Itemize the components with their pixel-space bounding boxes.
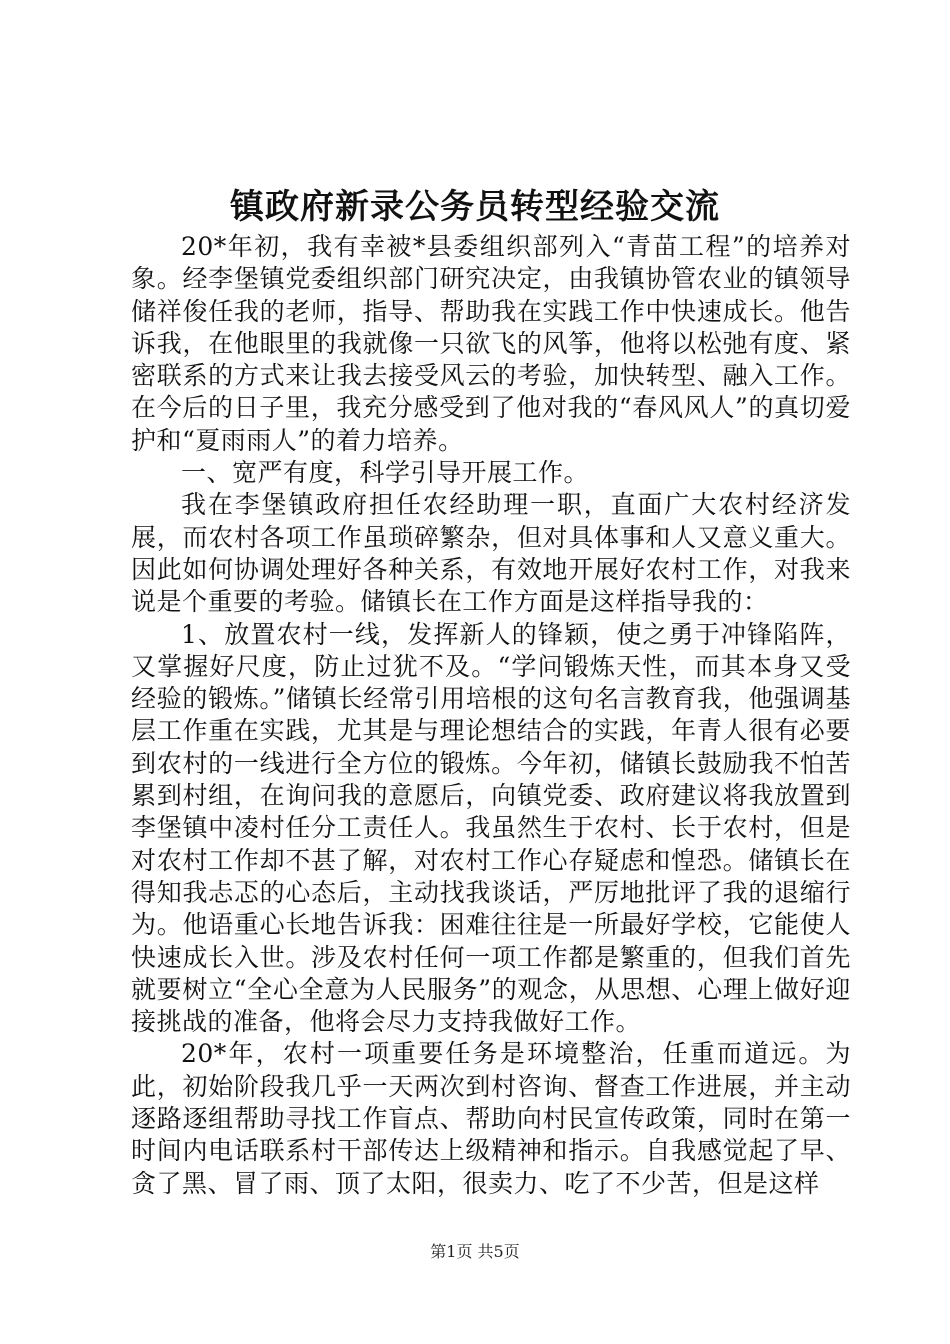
section-heading-1: 一、宽严有度，科学引导开展工作。 (181, 458, 590, 488)
page-footer: 第1页 共5页 (430, 1242, 520, 1261)
document-title: 镇政府新录公务员转型经验交流 (230, 187, 720, 227)
paragraph-point-1: 1、放置农村一线，发挥新人的锋颖，使之勇于冲锋陷阵，又掌握好尺度，防止过犹不及。“学问锻炼天性，而其本身又受经验的锻炼。”储镇长经常引用培根的这句名言教育我，他强调基层工作重在实践，尤其是与理论想结合的实践，年青人很有必要到农村的一线进行全方位的锻炼。今年初，储镇长鼓励我不怕苦累到村组，在询问我的意愿后，向镇党委、政府建议将我放置到李堡镇中凌村任分工责任人。我虽然生于农村、长于农村，但是对农村工作却不甚了解，对农村工作心存疑虑和惶恐。储镇长在得知我忐忑的心态后，主动找我谈话，严厉地批评了我的退缩行为。他语重心长地告诉我：困难往往是一所最好学校，它能使人快速成长入世。涉及农村任何一项工作都是繁重的，但我们首先就要树立“全心全意为人民服务”的观念，从思想、心理上做好迎接挑战的准备，他将会尽力支持我做好工作。 (131, 619, 851, 1037)
document-body (131, 231, 851, 1200)
paragraph-environment: 20*年，农村一项重要任务是环境整治，任重而道远。为此，初始阶段我几乎一天两次到村咨询、督查工作进展，并主动逐路逐组帮助寻找工作盲点、帮助向村民宣传政策，同时在第一时间内电话联系村干部传达上级精神和指示。自我感觉起了早、贪了黑、冒了雨、顶了太阳，很卖力、吃了不少苦，但是这样 (131, 1039, 851, 1198)
paragraph-intro: 20*年初，我有幸被*县委组织部列入“青苗工程”的培养对象。经李堡镇党委组织部门研究决定，由我镇协管农业的镇领导储祥俊任我的老师，指导、帮助我在实践工作中快速成长。他告诉我，在他眼里的我就像一只欲飞的风筝，他将以松弛有度、紧密联系的方式来让我去接受风云的考验，加快转型、融入工作。在今后的日子里，我充分感受到了他对我的“春风风人”的真切爱护和“夏雨雨人”的着力培养。 (131, 232, 851, 455)
paragraph-role: 我在李堡镇政府担任农经助理一职，直面广大农村经济发展，而农村各项工作虽琐碎繁杂，但对具体事和人又意义重大。因此如何协调处理好各种关系，有效地开展好农村工作，对我来说是个重要的考验。储镇长在工作方面是这样指导我的： (131, 490, 851, 617)
